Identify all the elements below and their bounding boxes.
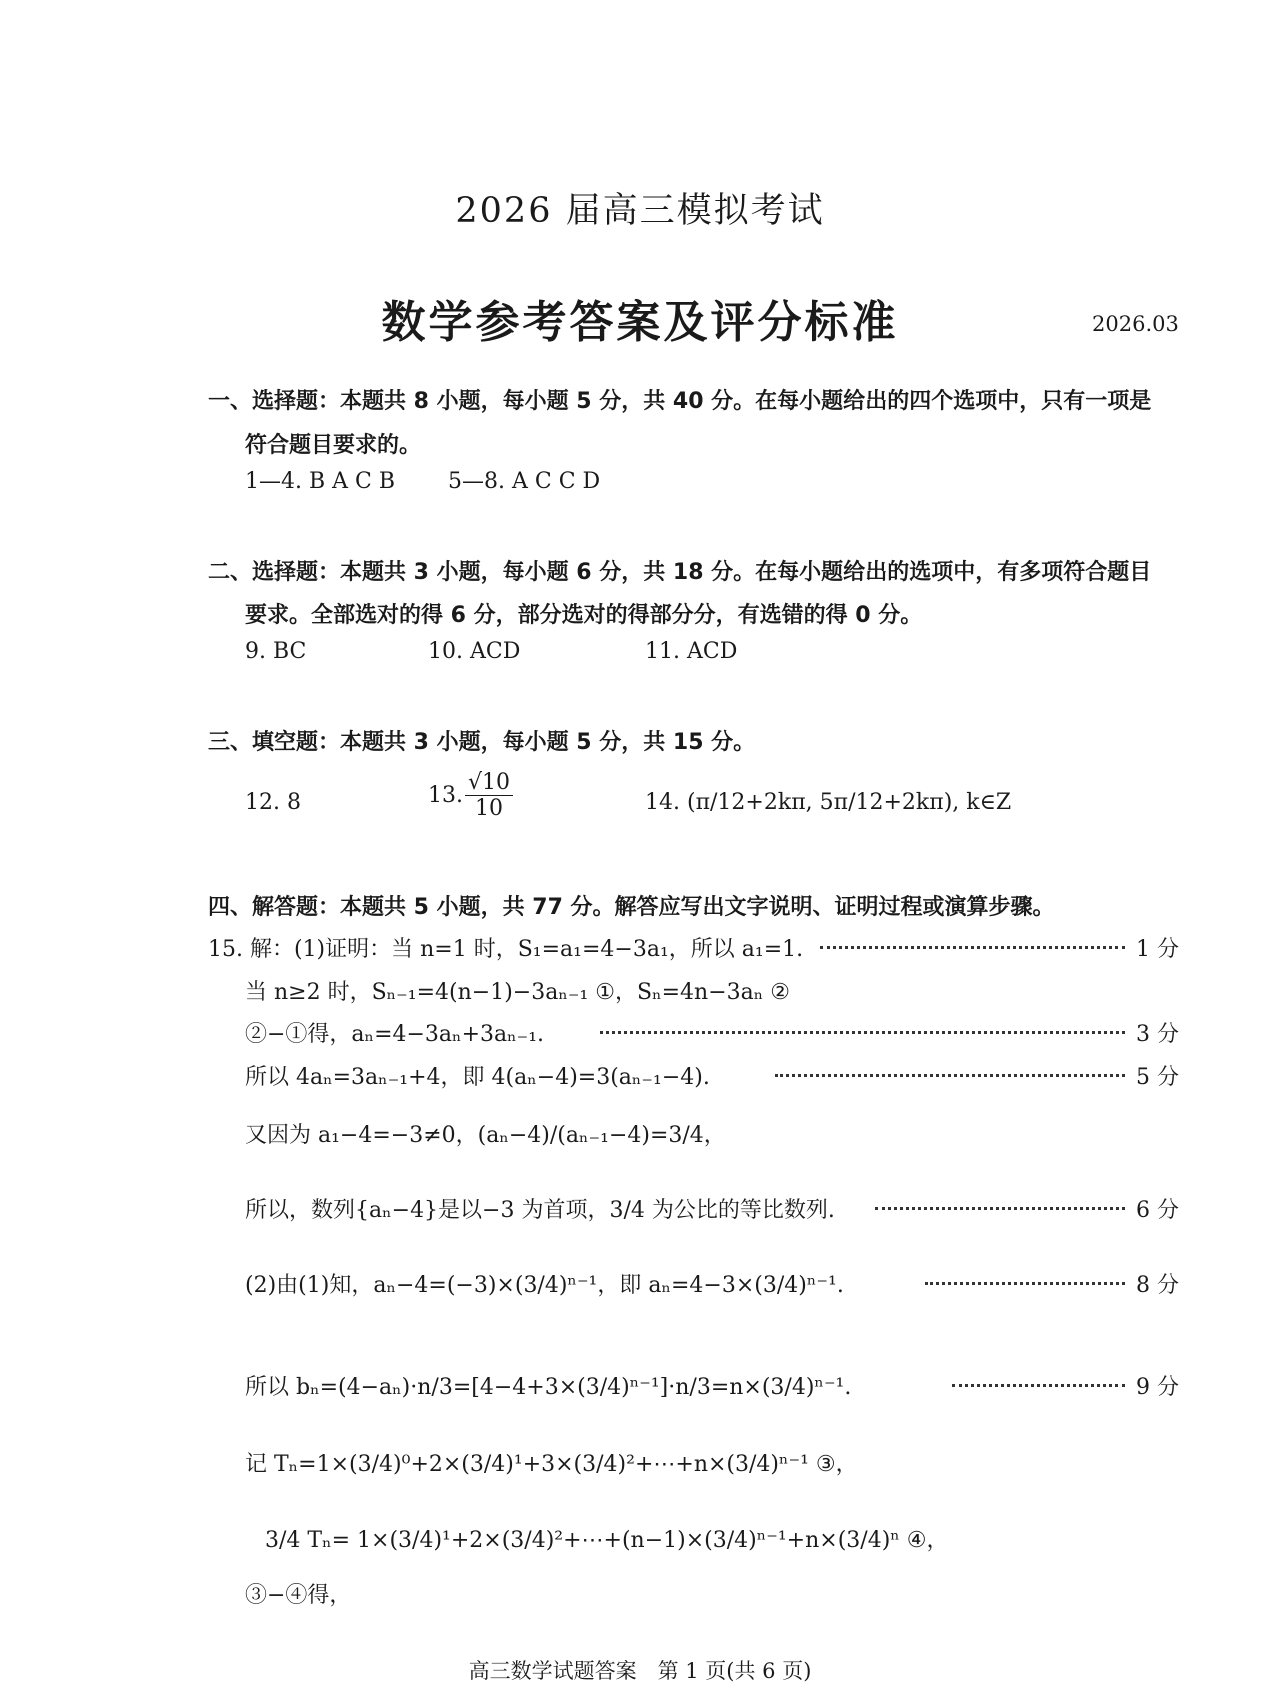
score-leader bbox=[600, 1031, 1125, 1034]
score-mark-1: 1 分 bbox=[1136, 937, 1179, 962]
solution-line-7: (2)由(1)知，aₙ−4=(−3)×(3/4)ⁿ⁻¹，即 aₙ=4−3×(3/4)ⁿ⁻¹. bbox=[245, 1273, 844, 1298]
score-mark-3: 3 分 bbox=[1136, 1022, 1179, 1047]
score-mark-8: 8 分 bbox=[1136, 1273, 1179, 1298]
score-leader bbox=[875, 1207, 1125, 1210]
answer-q14: 14. (π/12+2kπ, 5π/12+2kπ), k∈Z bbox=[645, 790, 1012, 815]
solution-line-5: 又因为 a₁−4=−3≠0，(aₙ−4)/(aₙ₋₁−4)=3/4， bbox=[245, 1123, 726, 1148]
answer-q13-fraction bbox=[465, 770, 513, 822]
answer-q12: 12. 8 bbox=[245, 790, 301, 815]
answer-q10: 10. ACD bbox=[428, 639, 521, 664]
score-leader bbox=[775, 1074, 1125, 1077]
solution-line-8: 所以 bₙ=(4−aₙ)·n/3=[4−4+3×(3/4)ⁿ⁻¹]·n/3=n×(3/4)ⁿ⁻¹. bbox=[245, 1375, 852, 1400]
section1-heading: 一、选择题：本题共 8 小题，每小题 5 分，共 40 分。在每小题给出的四个选项中，只有一项是 bbox=[208, 389, 1152, 414]
answer-q11: 11. ACD bbox=[645, 639, 738, 664]
document-date: 2026.03 bbox=[1092, 312, 1179, 336]
section3-heading: 三、填空题：本题共 3 小题，每小题 5 分，共 15 分。 bbox=[208, 730, 756, 755]
answer-q9: 9. BC bbox=[245, 639, 307, 664]
section2-heading: 二、选择题：本题共 3 小题，每小题 6 分，共 18 分。在每小题给出的选项中，有多项符合题目 bbox=[208, 560, 1152, 585]
page-footer: 高三数学试题答案 第 1 页(共 6 页) bbox=[468, 1659, 812, 1683]
solution-line-9: 记 Tₙ=1×(3/4)⁰+2×(3/4)¹+3×(3/4)²+⋯+n×(3/4)ⁿ⁻¹ ③， bbox=[245, 1452, 858, 1477]
fraction-denominator: 10 bbox=[475, 796, 503, 822]
exam-title: 2026 届高三模拟考试 bbox=[455, 191, 825, 231]
answer-q13 bbox=[428, 770, 515, 822]
section1-answers-5-8: 5—8. A C C D bbox=[448, 469, 601, 494]
score-leader bbox=[925, 1282, 1125, 1285]
solution-line-11: ③−④得， bbox=[245, 1583, 352, 1608]
solution-line-3: ②−①得，aₙ=4−3aₙ+3aₙ₋₁. bbox=[245, 1022, 545, 1047]
section2-heading-cont: 要求。全部选对的得 6 分，部分选对的得部分分，有选错的得 0 分。 bbox=[245, 603, 923, 628]
solution-line-4: 所以 4aₙ=3aₙ₋₁+4，即 4(aₙ−4)=3(aₙ₋₁−4). bbox=[245, 1065, 710, 1090]
section1-heading-cont: 符合题目要求的。 bbox=[245, 433, 422, 458]
score-mark-9: 9 分 bbox=[1136, 1375, 1179, 1400]
score-mark-5: 5 分 bbox=[1136, 1065, 1179, 1090]
document-title: 数学参考答案及评分标准 bbox=[381, 297, 899, 348]
solution-line-2: 当 n≥2 时，Sₙ₋₁=4(n−1)−3aₙ₋₁ ①，Sₙ=4n−3aₙ ② bbox=[245, 980, 790, 1005]
fraction-numerator: √10 bbox=[465, 770, 513, 796]
solution-line-1: 15. 解：(1)证明：当 n=1 时，S₁=a₁=4−3a₁，所以 a₁=1. bbox=[208, 937, 804, 962]
solution-line-6: 所以，数列{aₙ−4}是以−3 为首项，3/4 为公比的等比数列. bbox=[245, 1198, 835, 1223]
score-mark-6: 6 分 bbox=[1136, 1198, 1179, 1223]
answer-q13-label: 13. bbox=[428, 782, 463, 808]
score-leader bbox=[952, 1384, 1125, 1387]
section4-heading: 四、解答题：本题共 5 小题，共 77 分。解答应写出文字说明、证明过程或演算步骤。 bbox=[208, 895, 1055, 920]
score-leader bbox=[820, 946, 1125, 949]
section1-answers-1-4: 1—4. B A C B bbox=[245, 469, 396, 494]
solution-line-10: 3/4 Tₙ= 1×(3/4)¹+2×(3/4)²+⋯+(n−1)×(3/4)ⁿ⁻¹+n×(3/4)ⁿ ④， bbox=[265, 1528, 949, 1553]
